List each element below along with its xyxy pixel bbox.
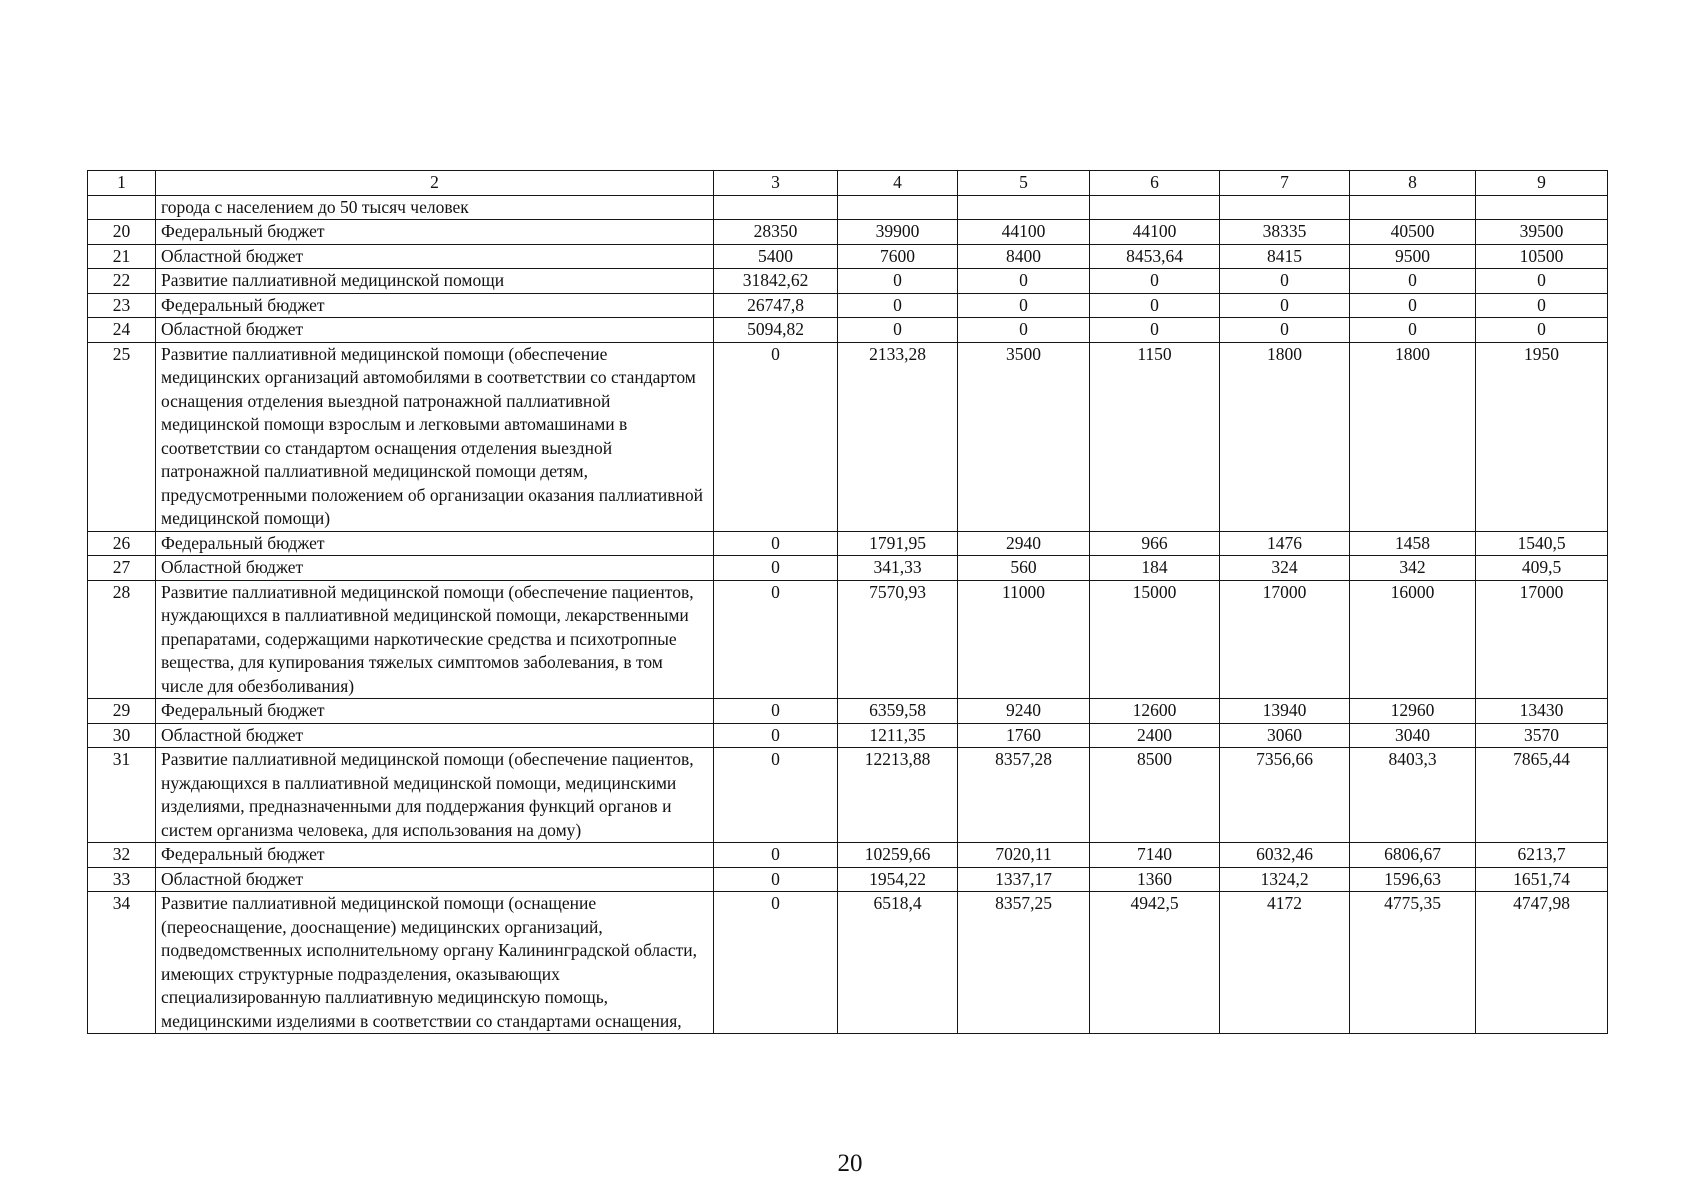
row-name-cell: Федеральный бюджет [156, 843, 714, 868]
table-row [88, 556, 1608, 581]
value-cell: 560 [958, 556, 1090, 581]
value-cell: 8357,28 [958, 748, 1090, 843]
value-cell [1350, 195, 1476, 220]
value-cell: 0 [714, 580, 838, 699]
value-cell: 0 [714, 531, 838, 556]
value-cell: 38335 [1220, 220, 1350, 245]
row-name-cell: Областной бюджет [156, 867, 714, 892]
value-cell: 10500 [1476, 244, 1608, 269]
value-cell: 0 [1090, 318, 1220, 343]
budget-table-sheet [87, 170, 1607, 1034]
value-cell: 0 [714, 892, 838, 1034]
row-number-cell: 26 [88, 531, 156, 556]
value-cell: 6032,46 [1220, 843, 1350, 868]
value-cell: 0 [714, 843, 838, 868]
value-cell: 44100 [958, 220, 1090, 245]
value-cell: 2400 [1090, 723, 1220, 748]
value-cell [714, 195, 838, 220]
row-number-cell: 34 [88, 892, 156, 1034]
table-row [88, 342, 1608, 531]
value-cell: 39500 [1476, 220, 1608, 245]
table-row [88, 723, 1608, 748]
row-number-cell: 29 [88, 699, 156, 724]
value-cell: 1954,22 [838, 867, 958, 892]
value-cell [838, 195, 958, 220]
value-cell: 3040 [1350, 723, 1476, 748]
value-cell: 10259,66 [838, 843, 958, 868]
value-cell: 11000 [958, 580, 1090, 699]
value-cell [958, 195, 1090, 220]
value-cell: 1950 [1476, 342, 1608, 531]
value-cell: 0 [1220, 293, 1350, 318]
table-row [88, 699, 1608, 724]
column-number-header-row [88, 171, 1608, 196]
budget-table-body [88, 171, 1608, 1034]
value-cell: 0 [1476, 293, 1608, 318]
value-cell: 324 [1220, 556, 1350, 581]
value-cell: 0 [1350, 269, 1476, 294]
value-cell [1090, 195, 1220, 220]
value-cell: 0 [1220, 269, 1350, 294]
value-cell: 0 [714, 723, 838, 748]
value-cell: 40500 [1350, 220, 1476, 245]
value-cell: 0 [1220, 318, 1350, 343]
table-row [88, 220, 1608, 245]
value-cell: 39900 [838, 220, 958, 245]
value-cell: 1760 [958, 723, 1090, 748]
row-name-cell: Развитие паллиативной медицинской помощи (обеспечение пациентов, нуждающихся в паллиативной медицинской помощи, лекарственными препаратами, содержащими наркотические средства и психотропные вещества, для купирования тяжелых симптомов заболевания, в том числе для обезболивания) [156, 580, 714, 699]
value-cell: 7570,93 [838, 580, 958, 699]
value-cell: 28350 [714, 220, 838, 245]
value-cell: 8500 [1090, 748, 1220, 843]
value-cell: 15000 [1090, 580, 1220, 699]
row-number-cell: 24 [88, 318, 156, 343]
value-cell: 9240 [958, 699, 1090, 724]
value-cell: 6213,7 [1476, 843, 1608, 868]
value-cell: 2940 [958, 531, 1090, 556]
row-number-cell: 31 [88, 748, 156, 843]
value-cell: 0 [1090, 293, 1220, 318]
value-cell: 0 [714, 867, 838, 892]
value-cell: 4172 [1220, 892, 1350, 1034]
value-cell: 8453,64 [1090, 244, 1220, 269]
value-cell: 12600 [1090, 699, 1220, 724]
header-cell: 5 [958, 171, 1090, 196]
value-cell: 0 [838, 293, 958, 318]
row-name-cell: Областной бюджет [156, 556, 714, 581]
table-row [88, 318, 1608, 343]
value-cell [1476, 195, 1608, 220]
value-cell: 1360 [1090, 867, 1220, 892]
value-cell: 7356,66 [1220, 748, 1350, 843]
value-cell: 184 [1090, 556, 1220, 581]
value-cell: 0 [1476, 269, 1608, 294]
row-name-cell: Областной бюджет [156, 244, 714, 269]
value-cell: 12960 [1350, 699, 1476, 724]
header-cell: 9 [1476, 171, 1608, 196]
value-cell: 12213,88 [838, 748, 958, 843]
value-cell: 3060 [1220, 723, 1350, 748]
row-number-cell: 27 [88, 556, 156, 581]
value-cell: 4942,5 [1090, 892, 1220, 1034]
row-number-cell: 23 [88, 293, 156, 318]
value-cell: 6359,58 [838, 699, 958, 724]
value-cell: 16000 [1350, 580, 1476, 699]
row-name-cell: Развитие паллиативной медицинской помощи (обеспечение пациентов, нуждающихся в паллиативной медицинской помощи, медицинскими изделиями, предназначенными для поддержания функций органов и систем организма человека, для использования на дому) [156, 748, 714, 843]
value-cell: 6806,67 [1350, 843, 1476, 868]
value-cell: 44100 [1090, 220, 1220, 245]
value-cell: 0 [958, 293, 1090, 318]
row-number-cell: 28 [88, 580, 156, 699]
value-cell: 8415 [1220, 244, 1350, 269]
value-cell: 3500 [958, 342, 1090, 531]
value-cell: 13940 [1220, 699, 1350, 724]
value-cell: 17000 [1476, 580, 1608, 699]
header-cell: 3 [714, 171, 838, 196]
value-cell: 342 [1350, 556, 1476, 581]
value-cell: 1476 [1220, 531, 1350, 556]
value-cell: 0 [1350, 293, 1476, 318]
value-cell: 1337,17 [958, 867, 1090, 892]
value-cell: 0 [714, 699, 838, 724]
value-cell: 966 [1090, 531, 1220, 556]
row-number-cell: 20 [88, 220, 156, 245]
table-row [88, 244, 1608, 269]
value-cell: 1800 [1350, 342, 1476, 531]
value-cell: 26747,8 [714, 293, 838, 318]
value-cell: 341,33 [838, 556, 958, 581]
table-row [88, 867, 1608, 892]
header-cell: 2 [156, 171, 714, 196]
value-cell: 7600 [838, 244, 958, 269]
row-number-cell: 30 [88, 723, 156, 748]
value-cell: 31842,62 [714, 269, 838, 294]
page-number: 20 [837, 1150, 863, 1177]
value-cell: 2133,28 [838, 342, 958, 531]
value-cell: 1791,95 [838, 531, 958, 556]
budget-table [87, 170, 1608, 1034]
value-cell: 7140 [1090, 843, 1220, 868]
header-cell: 7 [1220, 171, 1350, 196]
value-cell: 4747,98 [1476, 892, 1608, 1034]
row-name-cell: Областной бюджет [156, 318, 714, 343]
row-name-cell: Федеральный бюджет [156, 531, 714, 556]
value-cell: 1651,74 [1476, 867, 1608, 892]
row-name-cell: Федеральный бюджет [156, 220, 714, 245]
value-cell: 0 [958, 318, 1090, 343]
value-cell: 0 [1090, 269, 1220, 294]
row-name-cell: Развитие паллиативной медицинской помощи [156, 269, 714, 294]
value-cell: 0 [958, 269, 1090, 294]
value-cell: 8400 [958, 244, 1090, 269]
table-row [88, 843, 1608, 868]
value-cell: 7020,11 [958, 843, 1090, 868]
header-cell: 1 [88, 171, 156, 196]
value-cell: 0 [714, 748, 838, 843]
table-row [88, 580, 1608, 699]
value-cell: 0 [838, 318, 958, 343]
value-cell: 8357,25 [958, 892, 1090, 1034]
value-cell: 6518,4 [838, 892, 958, 1034]
value-cell: 7865,44 [1476, 748, 1608, 843]
value-cell: 0 [1350, 318, 1476, 343]
value-cell: 13430 [1476, 699, 1608, 724]
header-cell: 4 [838, 171, 958, 196]
value-cell: 9500 [1350, 244, 1476, 269]
row-number-cell [88, 195, 156, 220]
value-cell: 1324,2 [1220, 867, 1350, 892]
value-cell: 17000 [1220, 580, 1350, 699]
value-cell: 0 [1476, 318, 1608, 343]
table-row [88, 531, 1608, 556]
value-cell: 409,5 [1476, 556, 1608, 581]
table-row [88, 269, 1608, 294]
row-name-cell: Развитие паллиативной медицинской помощи (оснащение (переоснащение, дооснащение) медицинских организаций, подведомственных исполнительному органу Калининградской области, имеющих структурные подразделения, оказывающих специализированную паллиативную медицинскую помощь, медицинскими изделиями в соответствии со стандартами оснащения, [156, 892, 714, 1034]
row-number-cell: 21 [88, 244, 156, 269]
row-number-cell: 33 [88, 867, 156, 892]
table-row [88, 195, 1608, 220]
row-name-cell: Федеральный бюджет [156, 699, 714, 724]
row-number-cell: 32 [88, 843, 156, 868]
row-name-cell: Развитие паллиативной медицинской помощи (обеспечение медицинских организаций автомобилями в соответствии со стандартом оснащения отделения выездной патронажной паллиативной медицинской помощи взрослым и легковыми автомашинами в соответствии со стандартом оснащения отделения выездной патронажной паллиативной медицинской помощи детям, предусмотренными положением об организации оказания паллиативной медицинской помощи) [156, 342, 714, 531]
value-cell: 1596,63 [1350, 867, 1476, 892]
table-row [88, 293, 1608, 318]
header-cell: 8 [1350, 171, 1476, 196]
value-cell: 8403,3 [1350, 748, 1476, 843]
value-cell: 1458 [1350, 531, 1476, 556]
value-cell: 3570 [1476, 723, 1608, 748]
value-cell: 5400 [714, 244, 838, 269]
table-row [88, 892, 1608, 1034]
value-cell: 5094,82 [714, 318, 838, 343]
value-cell [1220, 195, 1350, 220]
row-name-cell: города с населением до 50 тысяч человек [156, 195, 714, 220]
value-cell: 1540,5 [1476, 531, 1608, 556]
value-cell: 4775,35 [1350, 892, 1476, 1034]
value-cell: 0 [714, 556, 838, 581]
row-number-cell: 25 [88, 342, 156, 531]
value-cell: 0 [714, 342, 838, 531]
value-cell: 0 [838, 269, 958, 294]
table-row [88, 748, 1608, 843]
value-cell: 1800 [1220, 342, 1350, 531]
row-name-cell: Областной бюджет [156, 723, 714, 748]
value-cell: 1211,35 [838, 723, 958, 748]
value-cell: 1150 [1090, 342, 1220, 531]
header-cell: 6 [1090, 171, 1220, 196]
row-name-cell: Федеральный бюджет [156, 293, 714, 318]
row-number-cell: 22 [88, 269, 156, 294]
